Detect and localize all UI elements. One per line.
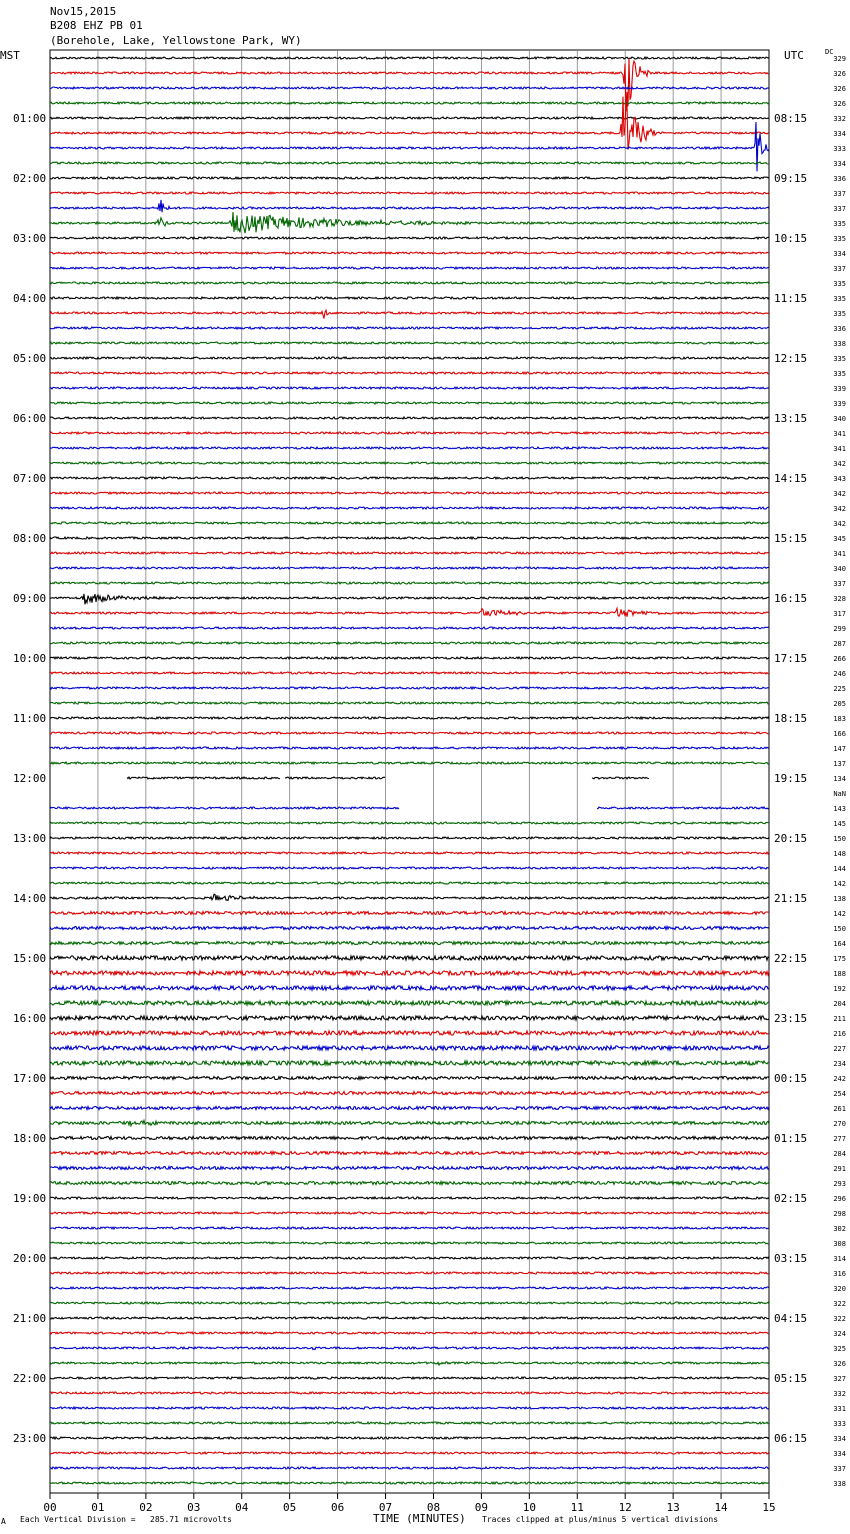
dc-offset-label: 328 [833, 595, 846, 603]
trace-row-56 [50, 894, 769, 900]
x-axis-title: TIME (MINUTES) [373, 1512, 466, 1525]
x-tick-label: 03 [187, 1501, 201, 1514]
dc-offset-label: 336 [833, 325, 846, 333]
trace-row-88 [50, 1377, 769, 1379]
trace-row-63 [50, 1001, 769, 1005]
left-hour-label: 01:00 [13, 112, 47, 125]
trace-row-16 [50, 297, 769, 299]
trace-row-66 [50, 1046, 769, 1050]
trace-row-64 [50, 1016, 769, 1020]
trace-row-29 [50, 492, 769, 494]
dc-offset-label: 329 [833, 55, 846, 63]
dc-offset-label: 302 [833, 1225, 846, 1233]
right-hour-label: 01:15 [774, 1132, 808, 1145]
dc-offset-label: 322 [833, 1300, 846, 1308]
trace-row-78 [50, 1227, 769, 1229]
trace-row-21 [50, 372, 769, 374]
dc-offset-label: 343 [833, 475, 846, 483]
dc-offset-label: 298 [833, 1210, 846, 1218]
x-tick-label: 14 [714, 1501, 728, 1514]
dc-offset-label: 345 [833, 535, 846, 543]
dc-offset-label: 225 [833, 685, 846, 693]
trace-row-62 [50, 986, 769, 990]
right-hour-label: 20:15 [774, 832, 808, 845]
trace-row-79 [50, 1242, 769, 1244]
right-hour-label: 16:15 [774, 592, 808, 605]
dc-offset-label: 314 [833, 1255, 846, 1263]
x-tick-label: 06 [330, 1501, 345, 1514]
trace-row-8 [50, 177, 769, 179]
dc-offset-label: 339 [833, 400, 846, 408]
dc-offset-label: 138 [833, 895, 846, 903]
trace-row-68 [50, 1077, 769, 1080]
trace-row-2 [50, 87, 769, 89]
left-hour-label: 19:00 [13, 1192, 47, 1205]
trace-row-5 [50, 97, 769, 148]
x-tick-label: 07 [378, 1501, 393, 1514]
left-hour-label: 10:00 [13, 652, 47, 665]
dc-offset-label: 211 [833, 1015, 846, 1023]
dc-offset-label: 175 [833, 955, 846, 963]
dc-offset-label: 143 [833, 805, 846, 813]
dc-offset-label: 338 [833, 340, 846, 348]
left-hour-label: 09:00 [13, 592, 47, 605]
x-tick-label: 08 [426, 1501, 441, 1514]
x-tick-label: 04 [235, 1501, 249, 1514]
dc-offset-label: 322 [833, 1315, 846, 1323]
dc-offset-label: 338 [833, 1480, 846, 1488]
dc-offset-label: 334 [833, 1450, 846, 1458]
trace-row-10 [50, 200, 769, 212]
trace-row-71 [50, 1120, 769, 1125]
dc-offset-label: 342 [833, 520, 846, 528]
trace-row-86 [50, 1347, 769, 1350]
trace-row-36 [50, 594, 769, 604]
trace-row-67 [50, 1061, 769, 1065]
dc-offset-label: 234 [833, 1060, 846, 1068]
dc-offset-label: 342 [833, 490, 846, 498]
trace-row-24 [50, 417, 769, 419]
left-hour-label: 18:00 [13, 1132, 47, 1145]
trace-row-23 [50, 402, 769, 404]
dc-offset-label: 284 [833, 1150, 846, 1158]
dc-offset-label: 308 [833, 1240, 846, 1248]
left-hour-label: 13:00 [13, 832, 47, 845]
left-timezone-label: MST [0, 49, 20, 62]
trace-row-55 [50, 882, 769, 884]
dc-offset-label: 144 [833, 865, 846, 873]
dc-offset-label: 335 [833, 295, 846, 303]
dc-offset-label: 293 [833, 1180, 846, 1188]
left-hour-label: 04:00 [13, 292, 47, 305]
trace-row-52 [50, 837, 769, 839]
dc-offset-label: 227 [833, 1045, 846, 1053]
trace-row-83 [50, 1302, 769, 1304]
clip-note: Traces clipped at plus/minus 5 vertical divisions [482, 1515, 719, 1524]
right-hour-label: 04:15 [774, 1312, 808, 1325]
trace-row-34 [50, 567, 769, 569]
right-hour-label: 23:15 [774, 1012, 808, 1025]
dc-offset-label: 137 [833, 760, 846, 768]
trace-row-33 [50, 552, 769, 554]
trace-row-31 [50, 522, 769, 524]
dc-offset-label: 331 [833, 1405, 846, 1413]
trace-row-48 [127, 777, 769, 779]
trace-row-12 [50, 237, 769, 239]
trace-row-27 [50, 462, 769, 464]
dc-offset-label: 216 [833, 1030, 846, 1038]
trace-row-89 [50, 1392, 769, 1394]
dc-offset-label: 335 [833, 235, 846, 243]
dc-offset-label: 337 [833, 205, 846, 213]
left-hour-label: 16:00 [13, 1012, 47, 1025]
left-hour-label: 12:00 [13, 772, 47, 785]
dc-offset-label: 296 [833, 1195, 846, 1203]
x-tick-label: 02 [139, 1501, 153, 1514]
location-label: (Borehole, Lake, Yellowstone Park, WY) [50, 34, 302, 47]
right-hour-label: 21:15 [774, 892, 808, 905]
trace-row-43 [50, 702, 769, 704]
trace-row-50 [50, 807, 769, 809]
dc-offset-label: 164 [833, 940, 846, 948]
trace-row-26 [50, 447, 769, 449]
trace-row-65 [50, 1031, 769, 1035]
right-hour-label: 22:15 [774, 952, 808, 965]
trace-row-87 [50, 1362, 769, 1365]
trace-row-46 [50, 747, 769, 749]
left-hour-label: 14:00 [13, 892, 47, 905]
dc-offset-label: 335 [833, 220, 846, 228]
corner-mark: A [1, 1517, 6, 1526]
trace-row-70 [50, 1107, 769, 1110]
dc-offset-label: 246 [833, 670, 846, 678]
trace-row-75 [50, 1182, 769, 1185]
right-hour-label: 03:15 [774, 1252, 808, 1265]
trace-row-17 [50, 310, 769, 318]
trace-row-44 [50, 717, 769, 719]
right-hour-label: 02:15 [774, 1192, 808, 1205]
trace-row-20 [50, 357, 769, 359]
dc-offset-label: 188 [833, 970, 846, 978]
dc-offset-label: 337 [833, 580, 846, 588]
date-label: Nov15,2015 [50, 5, 117, 18]
left-hour-label: 20:00 [13, 1252, 47, 1265]
x-tick-label: 12 [618, 1501, 632, 1514]
dc-offset-label: 166 [833, 730, 846, 738]
trace-row-73 [50, 1152, 769, 1155]
x-tick-label: 10 [522, 1501, 536, 1514]
dc-offset-label: 142 [833, 880, 846, 888]
trace-row-95 [50, 1482, 769, 1484]
x-tick-label: 09 [474, 1501, 489, 1514]
station-label: B208 EHZ PB 01 [50, 19, 143, 32]
dc-offset-label: 333 [833, 145, 846, 153]
trace-row-35 [50, 582, 769, 584]
trace-row-94 [50, 1467, 769, 1469]
right-hour-label: 09:15 [774, 172, 808, 185]
dc-header-label: DC [825, 48, 834, 56]
scale-note: Each Vertical Division = 285.71 microvolts [20, 1515, 232, 1524]
left-hour-label: 03:00 [13, 232, 47, 245]
dc-offset-label: 326 [833, 85, 846, 93]
dc-offset-label: 341 [833, 550, 846, 558]
dc-offset-label: 332 [833, 115, 846, 123]
dc-offset-label: 326 [833, 70, 846, 78]
left-hour-label: 05:00 [13, 352, 47, 365]
right-hour-label: 11:15 [774, 292, 808, 305]
trace-row-15 [50, 282, 769, 284]
trace-row-32 [50, 537, 769, 539]
trace-row-61 [50, 971, 769, 975]
x-tick-label: 05 [283, 1501, 297, 1514]
dc-offset-label: 148 [833, 850, 846, 858]
trace-row-28 [50, 477, 769, 479]
dc-offset-label: 270 [833, 1120, 846, 1128]
right-hour-label: 15:15 [774, 532, 808, 545]
x-tick-label: 15 [762, 1501, 776, 1514]
trace-row-69 [50, 1092, 769, 1095]
trace-row-54 [50, 867, 769, 869]
trace-row-93 [50, 1452, 769, 1454]
trace-row-57 [50, 912, 769, 915]
left-hour-label: 22:00 [13, 1372, 47, 1385]
left-hour-label: 02:00 [13, 172, 47, 185]
trace-row-39 [50, 642, 769, 644]
left-hour-label: 23:00 [13, 1432, 47, 1445]
trace-row-7 [50, 162, 769, 164]
left-hour-label: 17:00 [13, 1072, 47, 1085]
trace-row-13 [50, 252, 769, 254]
dc-offset-label: 145 [833, 820, 846, 828]
dc-offset-label: 340 [833, 415, 846, 423]
right-hour-label: 18:15 [774, 712, 808, 725]
dc-offset-label: 342 [833, 505, 846, 513]
trace-row-59 [50, 942, 769, 945]
trace-row-81 [50, 1272, 769, 1274]
dc-offset-label: 332 [833, 1390, 846, 1398]
trace-row-84 [50, 1317, 769, 1319]
right-hour-label: 10:15 [774, 232, 808, 245]
dc-offset-label: 266 [833, 655, 846, 663]
trace-row-38 [50, 627, 769, 629]
trace-row-3 [50, 102, 769, 104]
dc-offset-label: 335 [833, 355, 846, 363]
trace-row-0 [50, 57, 769, 59]
left-hour-label: 11:00 [13, 712, 47, 725]
trace-row-11 [50, 212, 769, 233]
dc-offset-label: 287 [833, 640, 846, 648]
left-hour-label: 06:00 [13, 412, 47, 425]
trace-row-30 [50, 507, 769, 509]
right-hour-label: 14:15 [774, 472, 808, 485]
plot-frame [50, 50, 769, 1493]
trace-row-47 [50, 762, 769, 764]
trace-row-41 [50, 672, 769, 674]
left-hour-label: 15:00 [13, 952, 47, 965]
trace-row-45 [50, 732, 769, 734]
right-hour-label: 19:15 [774, 772, 808, 785]
right-hour-label: 00:15 [774, 1072, 808, 1085]
x-tick-label: 11 [570, 1501, 584, 1514]
x-tick-label: 01 [91, 1501, 105, 1514]
trace-row-51 [50, 822, 769, 824]
dc-offset-label: 291 [833, 1165, 846, 1173]
trace-row-82 [50, 1287, 769, 1289]
trace-row-60 [50, 956, 769, 960]
trace-row-74 [50, 1167, 769, 1170]
dc-offset-label: 341 [833, 445, 846, 453]
right-hour-label: 13:15 [774, 412, 808, 425]
dc-offset-label: 337 [833, 190, 846, 198]
right-timezone-label: UTC [784, 49, 804, 62]
trace-row-19 [50, 342, 769, 344]
dc-offset-label: 277 [833, 1135, 846, 1143]
dc-offset-label: 336 [833, 175, 846, 183]
dc-offset-label: 205 [833, 700, 846, 708]
dc-offset-label: 334 [833, 1435, 846, 1443]
right-hour-label: 17:15 [774, 652, 808, 665]
trace-row-18 [50, 327, 769, 329]
dc-offset-label: 341 [833, 430, 846, 438]
trace-row-92 [50, 1437, 769, 1439]
trace-row-42 [50, 687, 769, 689]
trace-row-90 [50, 1407, 769, 1409]
dc-offset-label: 150 [833, 925, 846, 933]
dc-offset-label: 324 [833, 1330, 846, 1338]
x-tick-label: 00 [43, 1501, 57, 1514]
dc-offset-label: 142 [833, 910, 846, 918]
dc-offset-label: 183 [833, 715, 846, 723]
trace-row-58 [50, 927, 769, 930]
dc-offset-label: 254 [833, 1090, 846, 1098]
dc-offset-label: 337 [833, 1465, 846, 1473]
trace-row-91 [50, 1422, 769, 1424]
dc-offset-label: 333 [833, 1420, 846, 1428]
left-hour-label: 07:00 [13, 472, 47, 485]
trace-row-9 [50, 192, 769, 194]
dc-offset-label: 242 [833, 1075, 846, 1083]
trace-row-80 [50, 1257, 769, 1259]
dc-offset-label: 320 [833, 1285, 846, 1293]
dc-offset-label: 334 [833, 250, 846, 258]
trace-row-22 [50, 387, 769, 389]
trace-row-14 [50, 267, 769, 269]
dc-offset-label: 204 [833, 1000, 846, 1008]
dc-offset-label: 340 [833, 565, 846, 573]
dc-offset-label: 342 [833, 460, 846, 468]
trace-row-53 [50, 852, 769, 854]
x-tick-label: 13 [666, 1501, 680, 1514]
dc-offset-label: 339 [833, 385, 846, 393]
trace-row-77 [50, 1212, 769, 1214]
trace-row-85 [50, 1332, 769, 1334]
dc-offset-label: 334 [833, 130, 846, 138]
trace-row-72 [50, 1137, 769, 1140]
dc-offset-label: 334 [833, 160, 846, 168]
dc-offset-label: 317 [833, 610, 846, 618]
left-hour-label: 08:00 [13, 532, 47, 545]
dc-offset-label: 134 [833, 775, 846, 783]
dc-offset-label: 326 [833, 1360, 846, 1368]
dc-offset-label: 335 [833, 280, 846, 288]
right-hour-label: 12:15 [774, 352, 808, 365]
dc-offset-label: 335 [833, 370, 846, 378]
dc-offset-label: 327 [833, 1375, 846, 1383]
dc-offset-label: 316 [833, 1270, 846, 1278]
trace-row-37 [50, 608, 769, 617]
dc-offset-label: 261 [833, 1105, 846, 1113]
dc-offset-label: 335 [833, 310, 846, 318]
dc-offset-label: 147 [833, 745, 846, 753]
trace-row-25 [50, 432, 769, 434]
dc-offset-label: 150 [833, 835, 846, 843]
dc-offset-label: 299 [833, 625, 846, 633]
dc-offset-label: 326 [833, 100, 846, 108]
dc-offset-label: 192 [833, 985, 846, 993]
right-hour-label: 08:15 [774, 112, 808, 125]
trace-row-76 [50, 1197, 769, 1199]
left-hour-label: 21:00 [13, 1312, 47, 1325]
right-hour-label: 06:15 [774, 1432, 808, 1445]
trace-row-4 [50, 117, 769, 119]
trace-row-40 [50, 657, 769, 659]
dc-offset-label: NaN [833, 790, 846, 798]
dc-offset-label: 337 [833, 265, 846, 273]
right-hour-label: 05:15 [774, 1372, 808, 1385]
dc-offset-label: 325 [833, 1345, 846, 1353]
